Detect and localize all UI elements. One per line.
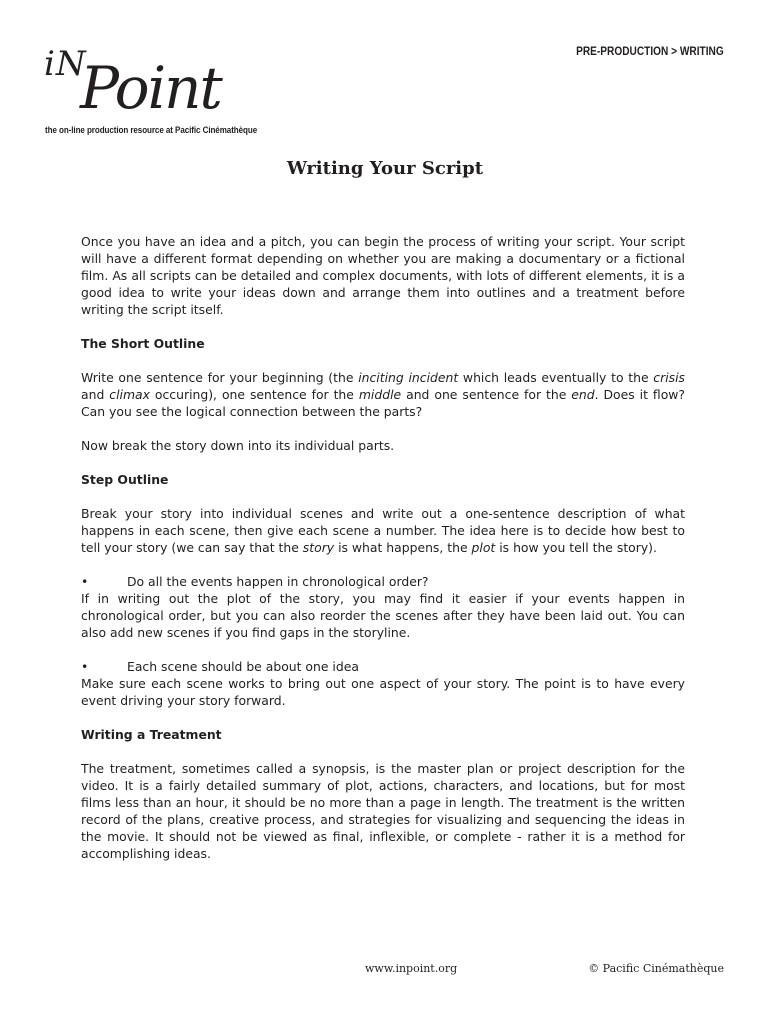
text-run: occuring), one sentence for the	[149, 387, 359, 402]
short-outline-paragraph-2: Now break the story down into its individual parts.	[81, 438, 395, 453]
text-run: and one sentence for the	[401, 387, 572, 402]
emphasis-inciting-incident: inciting incident	[358, 370, 459, 385]
text-run: is how you tell the story).	[495, 540, 657, 555]
text-run: Break your story into individual scenes and write out a one-sentence description of what happens in each scene, then give each scene a number. The idea here is to decide how best to tell your story (we can say that the	[81, 506, 685, 555]
bullet-text: Make sure each scene works to bring out one aspect of your story. The point is to have every event driving your story forward.	[81, 676, 685, 708]
intro-paragraph: Once you have an idea and a pitch, you can begin the process of writing your script. Your script will have a different format depending on whether you are making a documentary or a fictional film. As all scripts can be detailed and complex documents, with lots of different elements, it is a good idea to write your ideas down and arrange them into outlines and a treatment before writing the script itself.	[81, 234, 685, 317]
text-run: and	[81, 387, 110, 402]
footer-url: www.inpoint.org	[365, 962, 458, 975]
footer-copyright: © Pacific Cinémathèque	[588, 962, 724, 975]
document-body	[81, 233, 685, 879]
step-outline-heading: Step Outline	[81, 472, 169, 487]
logo-in-text: iN	[44, 44, 87, 84]
text-run: Write one sentence for your beginning (the	[81, 370, 359, 385]
text-run: . Does it flow? Can you see the logical connection between the parts?	[81, 387, 685, 419]
text-run: which leads eventually to the	[458, 370, 654, 385]
logo-point-text: Point	[80, 54, 221, 122]
emphasis-middle: middle	[358, 387, 402, 402]
treatment-heading: Writing a Treatment	[81, 727, 222, 742]
emphasis-story: story	[302, 540, 335, 555]
bullet-marker: •	[81, 574, 89, 589]
emphasis-plot: plot	[471, 540, 496, 555]
emphasis-crisis: crisis	[653, 370, 685, 385]
logo-tagline: the on-line production resource at Pacific Cinémathèque	[45, 124, 258, 135]
bullet-title: Do all the events happen in chronological order?	[127, 574, 429, 589]
short-outline-heading: The Short Outline	[81, 336, 205, 351]
bullet-item	[81, 658, 685, 709]
bullet-title: Each scene should be about one idea	[127, 659, 359, 674]
step-outline-paragraph	[81, 505, 685, 556]
text-run: is what happens, the	[334, 540, 472, 555]
emphasis-end: end	[571, 387, 595, 402]
bullet-text: If in writing out the plot of the story, you may find it easier if your events happen in chronological order, but you can also reorder the scenes after they have been laid out. You can also add new scenes if you find gaps in the storyline.	[81, 591, 685, 640]
short-outline-paragraph	[81, 369, 685, 420]
treatment-paragraph: The treatment, sometimes called a synopsis, is the master plan or project description for the video. It is a fairly detailed summary of plot, actions, characters, and locations, but for most films less than an hour, it should be no more than a page in length. The treatment is the written record of the plans, creative process, and strategies for visualizing and sequencing the ideas in the movie. It should not be viewed as final, inflexible, or complete - rather it is a method for accomplishing ideas.	[81, 761, 685, 861]
bullet-marker: •	[81, 659, 89, 674]
page-title: Writing Your Script	[286, 158, 484, 179]
emphasis-climax: climax	[109, 387, 150, 402]
breadcrumb: PRE-PRODUCTION > WRITING	[576, 46, 724, 58]
bullet-item	[81, 573, 685, 641]
